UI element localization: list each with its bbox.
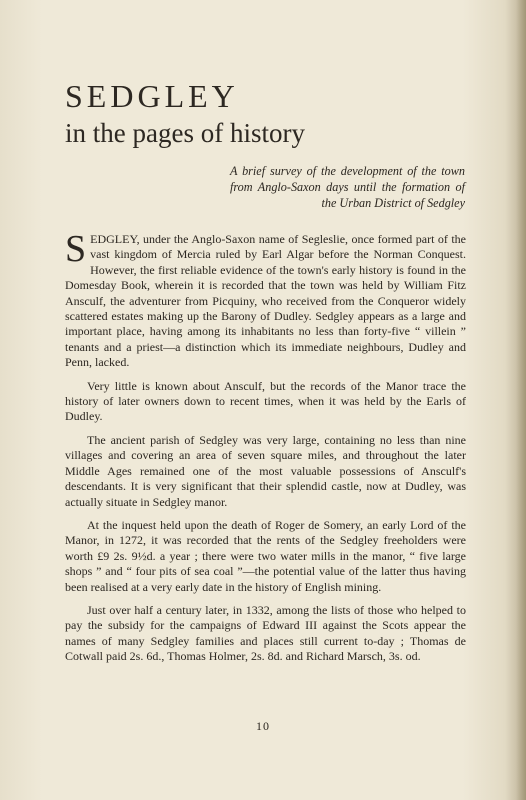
body-text: [65, 228, 466, 673]
page-edge-shadow: [516, 0, 526, 800]
paragraph-1-text: EDGLEY, under the Anglo-Saxon name of Segleslie, once formed part of the vast kingdom of Mercia ruled by Earl Algar before the Norman Conquest. However, the first reliable evidence of the town's early history is found in the Domesday Book, wherein it is recorded that the town was held by William Fitz Ansculf, the adventurer from Picquiny, who received from the Conqueror widely scattered estates making up the Barony of Dudley. Sedgley appears as a large and important place, having among its inhabitants no less than forty-five “ villein ” tenants and a priest—a distinction which its immediate neighbours, Dudley and Penn, lacked.: [65, 232, 466, 370]
page-number: 10: [256, 719, 270, 733]
page-subtitle: in the pages of history: [65, 118, 305, 148]
paragraph-1: [65, 228, 466, 371]
paragraph-2: Very little is known about Ansculf, but the records of the Manor trace the history of later owners down to recent times, when it was held by the Earls of Dudley.: [65, 378, 466, 424]
paragraph-3: The ancient parish of Sedgley was very large, containing no less than nine villages and covering an area of seven square miles, and throughout the later Middle Ages remained one of the most valuable possessions of Ansculf's descendants. It is very significant that their splendid castle, now at Dudley, was actually situate in Sedgley manor.: [65, 432, 466, 509]
chapter-summary: A brief survey of the development of the town from Anglo-Saxon days until the formation of the Urban District of Sedgley: [230, 164, 465, 210]
paragraph-4: At the inquest held upon the death of Roger de Somery, an early Lord of the Manor, in 1272, it was recorded that the rents of the Sedgley freeholders were worth £9 2s. 9½d. a year ; there were two water mills in the manor, “ five large shops ” and “ four pits of sea coal ”—the potential value of the latter thus having been realised at a very early date in the history of English mining.: [65, 517, 466, 594]
drop-cap: S: [65, 228, 87, 270]
page-title: SEDGLEY: [65, 78, 239, 114]
paragraph-5: Just over half a century later, in 1332, among the lists of those who helped to pay the subsidy for the campaigns of Edward III against the Scots appear the names of many Sedgley families and places still current to-day ; Thomas de Cotwall paid 2s. 6d., Thomas Holmer, 2s. 8d. and Richard Marsch, 3s. od.: [65, 602, 466, 664]
